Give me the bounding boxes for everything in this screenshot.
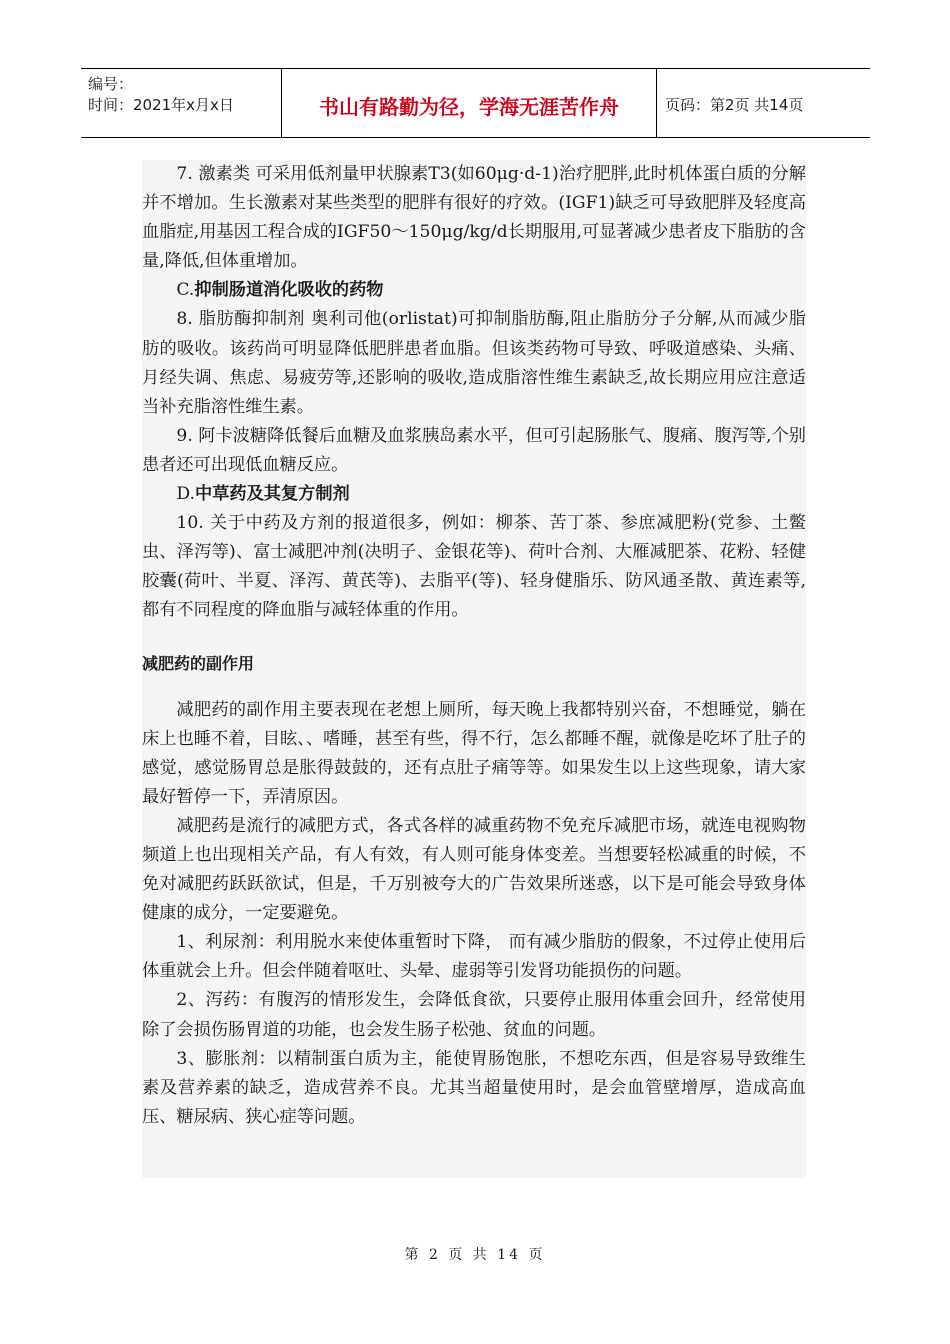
- paragraph-diuretics: 1、利尿剂：利用脱水来使体重暂时下降， 而有减少脂肪的假象，不过停止使用后体重就会上升。但会伴随着呕吐、头晕、虚弱等引发肾功能损伤的问题。: [142, 932, 806, 982]
- page-footer: 第 2 页 共 14 页: [404, 1247, 546, 1263]
- document-body: [142, 160, 806, 1178]
- header-page-info: 页码：第2页 共14页: [665, 95, 804, 114]
- paragraph-bulking-agents: 3、膨胀剂：以精制蛋白质为主，能使胃肠饱胀，不想吃东西，但是容易导致维生素及营养素的缺乏，造成营养不良。尤其当超量使用时，是会血管壁增厚，造成高血压、糖尿病、狭心症等问题。: [142, 1048, 806, 1127]
- paragraph-herbal: 10. 关于中药及方剂的报道很多，例如：柳茶、苦丁茶、参庶减肥粉(党参、土鳖虫、泽泻等)、富士减肥冲剂(决明子、金银花等)、荷叶合剂、大雁减肥茶、花粉、轻健胶囊(荷叶、半夏、泽泻、黄芪等)、去脂平(等)、轻身健脂乐、防风通圣散、黄连素等,都有不同程度的降血脂与减轻体重的作用。: [142, 513, 806, 621]
- paragraph-acarbose: 9. 阿卡波糖降低餐后血糖及血浆胰岛素水平，但可引起肠胀气、腹痛、腹泻等,个别患者还可出现低血糖反应。: [142, 425, 806, 475]
- paragraph-laxatives: 2、泻药：有腹泻的情形发生，会降低食欲，只要停止服用体重会回升，经常使用除了会损伤肠胃道的功能，也会发生肠子松弛、贫血的问题。: [142, 990, 806, 1040]
- subheading-c-text: 抑制肠道消化吸收的药物: [194, 280, 384, 301]
- header-meta: [81, 69, 282, 137]
- page-header: [81, 68, 870, 138]
- subheading-c-letter: C.: [176, 280, 195, 301]
- paragraph-side-effects: 减肥药的副作用主要表现在老想上厕所，每天晚上我都特别兴奋，不想睡觉，躺在床上也睡不着，目眩、、嗜睡，甚至有些，得不行，怎么都睡不醒，就像是吃坏了肚子的感觉，感觉肠胃总是胀得鼓鼓的，还有点肚子痛等等。如果发生以上这些现象，请大家最好暂停一下，弄清原因。: [142, 699, 806, 807]
- subheading-d: [142, 480, 806, 509]
- section-title-side-effects: 减肥药的副作用: [142, 653, 255, 673]
- subheading-c: [142, 276, 806, 305]
- paragraph-popular-methods: 减肥药是流行的减肥方式，各式各样的减重药物不免充斥减肥市场，就连电视购物频道上也出现相关产品，有人有效，有人则可能身体变差。当想要轻松减重的时候，不免对减肥药跃跃欲试，但是，千万别被夸大的广告效果所迷惑，以下是可能会导致身体健康的成分，一定要避免。: [142, 815, 806, 924]
- paragraph-lipase-inhibitor: 8. 脂肪酶抑制剂 奥利司他(orlistat)可抑制脂肪酶,阻止脂肪分子分解,从而减少脂肪的吸收。该药尚可明显降低肥胖患者血脂。但该类药物可导致、呼吸道感染、头痛、月经失调、焦虑、易疲劳等,还影响的吸收,造成脂溶性维生素缺乏,故长期应用应注意适当补充脂溶性维生素。: [142, 309, 806, 417]
- header-motto: 书山有路勤为径，学海无涯苦作舟: [282, 69, 657, 137]
- paragraph-hormones: 7. 激素类 可采用低剂量甲状腺素T3(如60μg·d-1)治疗肥胖,此时机体蛋白质的分解并不增加。生长激素对某些类型的肥胖有很好的疗效。(IGF1)缺乏可导致肥胖及轻度高血脂症,用基因工程合成的IGF50～150μg/kg/d长期服用,可显著减少患者皮下脂肪的含量,降低,但体重增加。: [142, 164, 806, 272]
- doc-number-label: 编号：: [88, 75, 134, 93]
- subheading-d-text: 中草药及其复方制剂: [195, 484, 350, 505]
- doc-date-label: 时间：2021年x月x日: [88, 96, 234, 114]
- subheading-d-letter: D.: [176, 484, 196, 505]
